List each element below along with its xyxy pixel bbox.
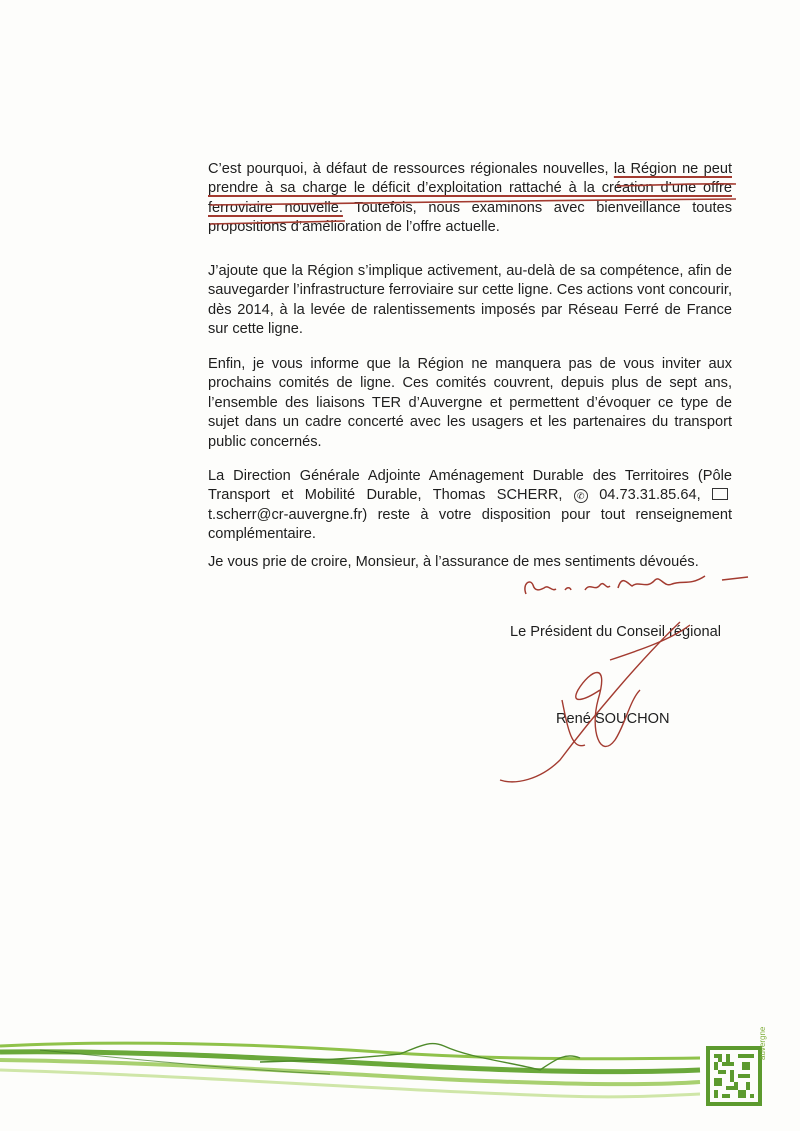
signer-title: Le Président du Conseil régional — [510, 624, 721, 640]
pen-underline-stroke — [617, 184, 736, 186]
qr-caption: auvergne — [758, 1026, 767, 1060]
email-address: t.scherr@cr-auvergne.fr — [208, 506, 363, 523]
closing-formula: Je vous prie de croire, Monsieur, à l’assurance de mes sentiments dévoués. — [208, 554, 699, 570]
paragraph-infrastructure: J’ajoute que la Région s’implique activement, au-delà de sa compétence, afin de sauvegarder l’infrastructure ferroviaire sur cette ligne. Ces actions vont concourir, dès 2014, à la levée de ralentissements imposés par Réseau Ferré de France sur cette ligne. — [208, 263, 732, 338]
phone-number: 04.73.31.85.64, — [599, 487, 701, 504]
signer-name: René SOUCHON — [556, 711, 670, 727]
contact-text-end: ) reste à votre disposition pour tout renseignement complémentaire. — [208, 506, 732, 543]
pen-underline-stroke — [210, 221, 345, 224]
paragraph-comites: Enfin, je vous informe que la Région ne manquera pas de vous inviter aux prochains comités de ligne. Ces comités couvrent, depuis plus de sept ans, l’ensemble des liaisons TER d’Auvergne et permettent d’évoquer ce type de sujet dans un cadre concerté avec les usagers et les partenaires du transport public concernés. — [208, 356, 732, 450]
underlined-passage: la Région ne peut prendre à sa charge le déficit d’exploitation rattaché à la création d’une offre ferroviaire nouvelle. — [208, 161, 732, 216]
paragraph-text: Toutefois, nous examinons avec bienveillance toutes propositions d’amélioration de l’offre actuelle. — [208, 199, 732, 236]
qr-code — [706, 1046, 762, 1106]
pen-underline-stroke — [210, 199, 736, 205]
contact-text: La Direction Générale Adjointe Aménagement Durable des Territoires (Pôle Transport et Mobilité Durable, Thomas SCHERR, — [208, 468, 732, 504]
phone-icon: ✆ — [574, 489, 588, 503]
signature — [500, 622, 690, 782]
footer-landscape — [0, 1043, 700, 1097]
paragraph-text: C’est pourquoi, à défaut de ressources régionales nouvelles, — [208, 161, 614, 177]
handwritten-greeting — [525, 576, 748, 594]
